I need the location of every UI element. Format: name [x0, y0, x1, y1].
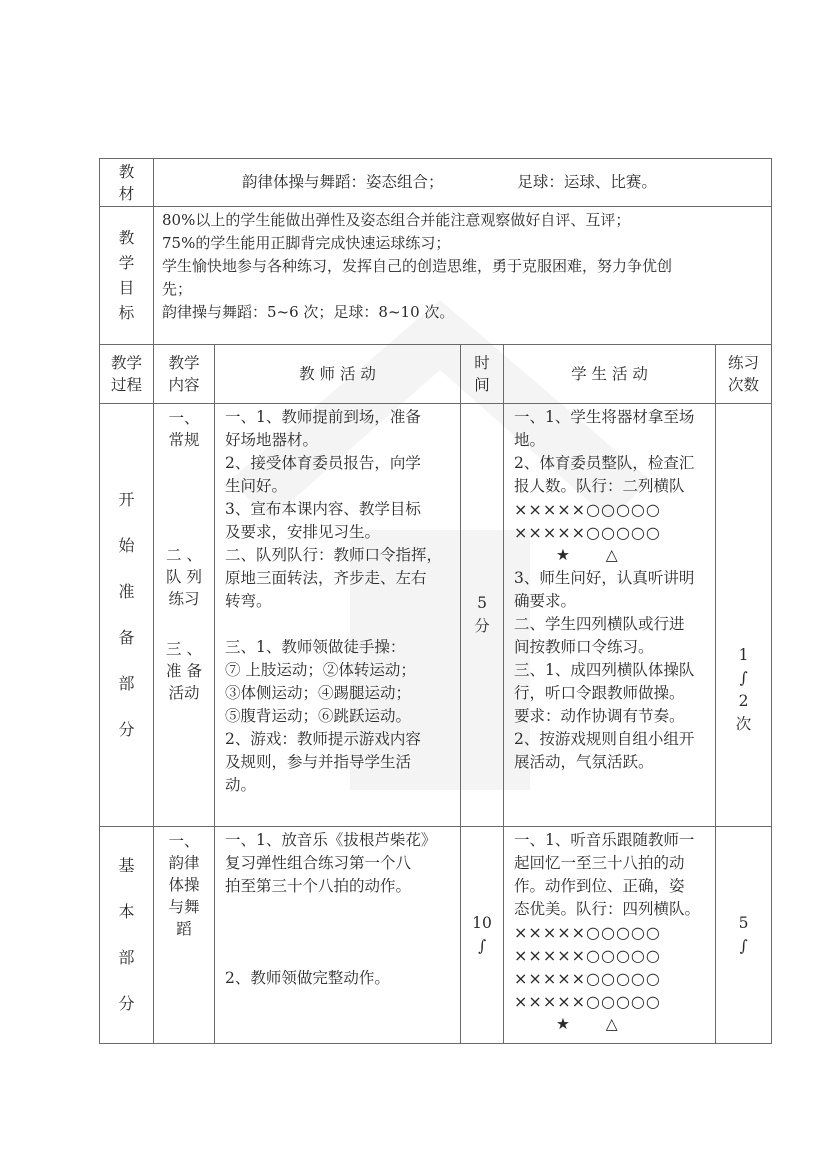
formation-marks	[514, 544, 709, 567]
materials-content	[154, 159, 772, 207]
section-main-row	[100, 827, 772, 1044]
objective-line: 80%以上的学生能做出弹性及姿态组合并能注意观察做好自评、互评；	[162, 211, 631, 229]
header-teacher-activity: 教 师 活 动	[215, 345, 461, 404]
header-reps: 练习 次数	[716, 345, 772, 404]
lesson-plan-table	[99, 158, 772, 1044]
objectives-row	[100, 207, 772, 345]
header-process: 教学 过程	[100, 345, 154, 404]
teacher-star-icon: ★	[556, 1015, 570, 1033]
reps-main: 5 ∫	[716, 827, 772, 1044]
content-main: 一、 韵律 体操 与舞 蹈	[154, 827, 215, 1044]
objective-line: 先；	[162, 280, 193, 298]
materials-label: 教 材	[100, 159, 154, 207]
header-time: 时 间	[461, 345, 504, 404]
teacher-activity-warmup: 一、1、教师提前到场，准备 好场地器材。 2、接受体育委员报告，向学 生问好。 3、宣布本课内容、教学目标 及要求，安排见习生。 二、队列队行：教师口令指挥， 原地三面转法，齐步走、左右 转弯。 三、1、教师领做徒手操： ⑦ 上肢运动；②体转运动； ③体侧运动；④踢腿运动； ⑤腹背运动；⑥跳跃运动。 2、游戏：教师提示游戏内容 及规则，参与并指导学生活 动。	[215, 404, 461, 827]
teacher-activity-main: 一、1、放音乐《拔根芦柴花》 复习弹性组合练习第一个八 拍至第三十个八拍的动作。 2、教师领做完整动作。	[215, 827, 461, 1044]
phase-main: 基 本 部 分	[100, 827, 154, 1044]
objectives-label: 教 学 目 标	[100, 207, 154, 345]
column-header-row	[100, 345, 772, 404]
objectives-content	[154, 207, 772, 345]
objective-line: 75%的学生能用正脚背完成快速运球练习；	[162, 234, 451, 252]
header-student-activity: 学 生 活 动	[504, 345, 716, 404]
content-warmup: 一、 常规 二 、 队 列 练习 三 、 准 备 活动	[154, 404, 215, 827]
time-warmup: 5 分	[461, 404, 504, 827]
section-warmup-row	[100, 404, 772, 827]
phase-warmup: 开 始 准 备 部 分	[100, 404, 154, 827]
time-main: 10 ∫	[461, 827, 504, 1044]
materials-row	[100, 159, 772, 207]
student-triangle-icon: △	[605, 546, 618, 564]
teacher-star-icon: ★	[556, 546, 570, 564]
formation-row: ×××××○○○○○	[514, 969, 661, 988]
formation-row: ×××××○○○○○	[514, 946, 661, 965]
materials-football: 足球：运球、比赛。	[517, 173, 657, 191]
formation-row: ×××××○○○○○	[514, 923, 661, 942]
formation-marks	[514, 1013, 709, 1036]
header-content: 教学 内容	[154, 345, 215, 404]
materials-rhythm: 韵律体操与舞蹈：姿态组合；	[242, 173, 444, 191]
student-activity-warmup: 一、1、学生将器材拿至场 地。 2、体育委员整队，检查汇 报人数。队行：二列横队 ×××××○○○○○ ×××××○○○○○ ★ △ 3、师生问好，认真听讲明 确要求。 二、学生四列横队或行进 间按教师口令练习。 三、1、成四列横队体操队 行，听口令跟教师做操。 要求：动作协调有节奏。 2、按游戏规则自组小组开 展活动，气氛活跃。	[504, 404, 716, 827]
objective-line: 学生愉快地参与各种练习，发挥自己的创造思维，勇于克服困难，努力争优创	[162, 257, 673, 275]
objective-line: 韵律操与舞蹈：5~6 次；足球：8~10 次。	[162, 303, 455, 321]
reps-warmup: 1 ∫ 2 次	[716, 404, 772, 827]
formation-row: ×××××○○○○○	[514, 500, 661, 519]
student-triangle-icon: △	[605, 1015, 618, 1033]
formation-row: ×××××○○○○○	[514, 523, 661, 542]
formation-row: ×××××○○○○○	[514, 992, 661, 1011]
student-activity-main: 一、1、听音乐跟随教师一 起回忆一至三十八拍的动 作。动作到位、正确，姿 态优美。队行：四列横队。 ×××××○○○○○ ×××××○○○○○ ×××××○○○○○ ×××××○○○○○ ★ △	[504, 827, 716, 1044]
